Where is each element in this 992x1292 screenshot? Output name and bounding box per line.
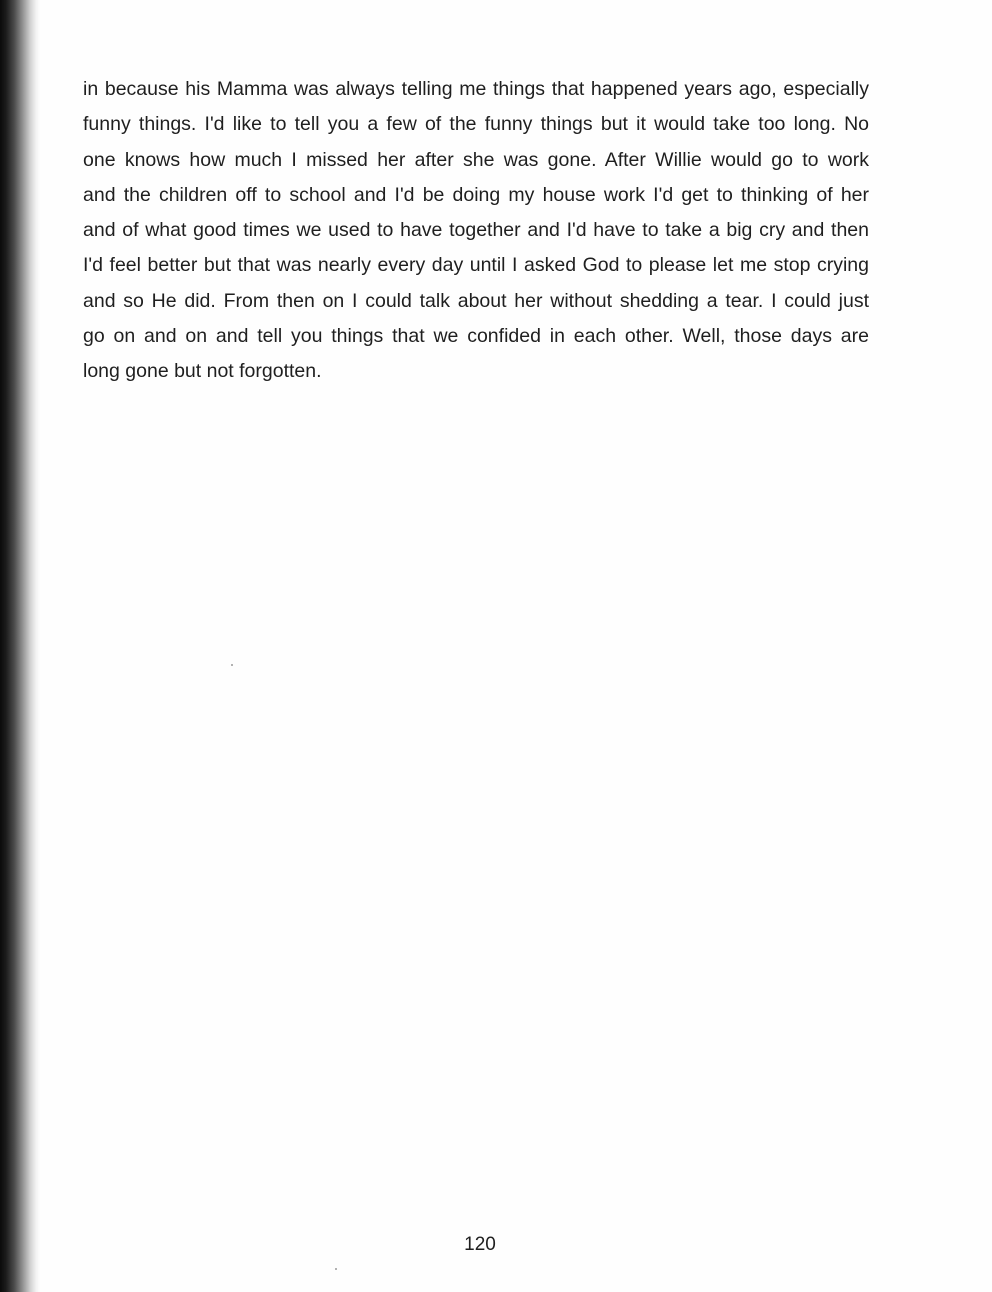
text-line: one knows how much I missed her after she was gone. After Willie would go to work [83, 148, 869, 171]
scan-speck [231, 664, 233, 666]
binding-shadow [0, 0, 40, 1292]
body-text [83, 72, 869, 390]
text-line: and of what good times we used to have together and I'd have to take a big cry and then [83, 219, 869, 242]
page-number: 120 [464, 1234, 496, 1255]
text-line: and the children off to school and I'd be doing my house work I'd get to thinking of her [83, 183, 869, 206]
text-line: funny things. I'd like to tell you a few of the funny things but it would take too long. No [83, 113, 869, 136]
text-line: and so He did. From then on I could talk about her without shedding a tear. I could just [83, 289, 869, 312]
text-line: go on and on and tell you things that we confided in each other. Well, those days are [83, 325, 869, 348]
text-line: in because his Mamma was always telling me things that happened years ago, especially [83, 78, 869, 100]
text-line: I'd feel better but that was nearly every day until I asked God to please let me stop crying [83, 254, 869, 277]
scan-speck [335, 1268, 337, 1270]
text-line: long gone but not forgotten. [83, 360, 322, 383]
